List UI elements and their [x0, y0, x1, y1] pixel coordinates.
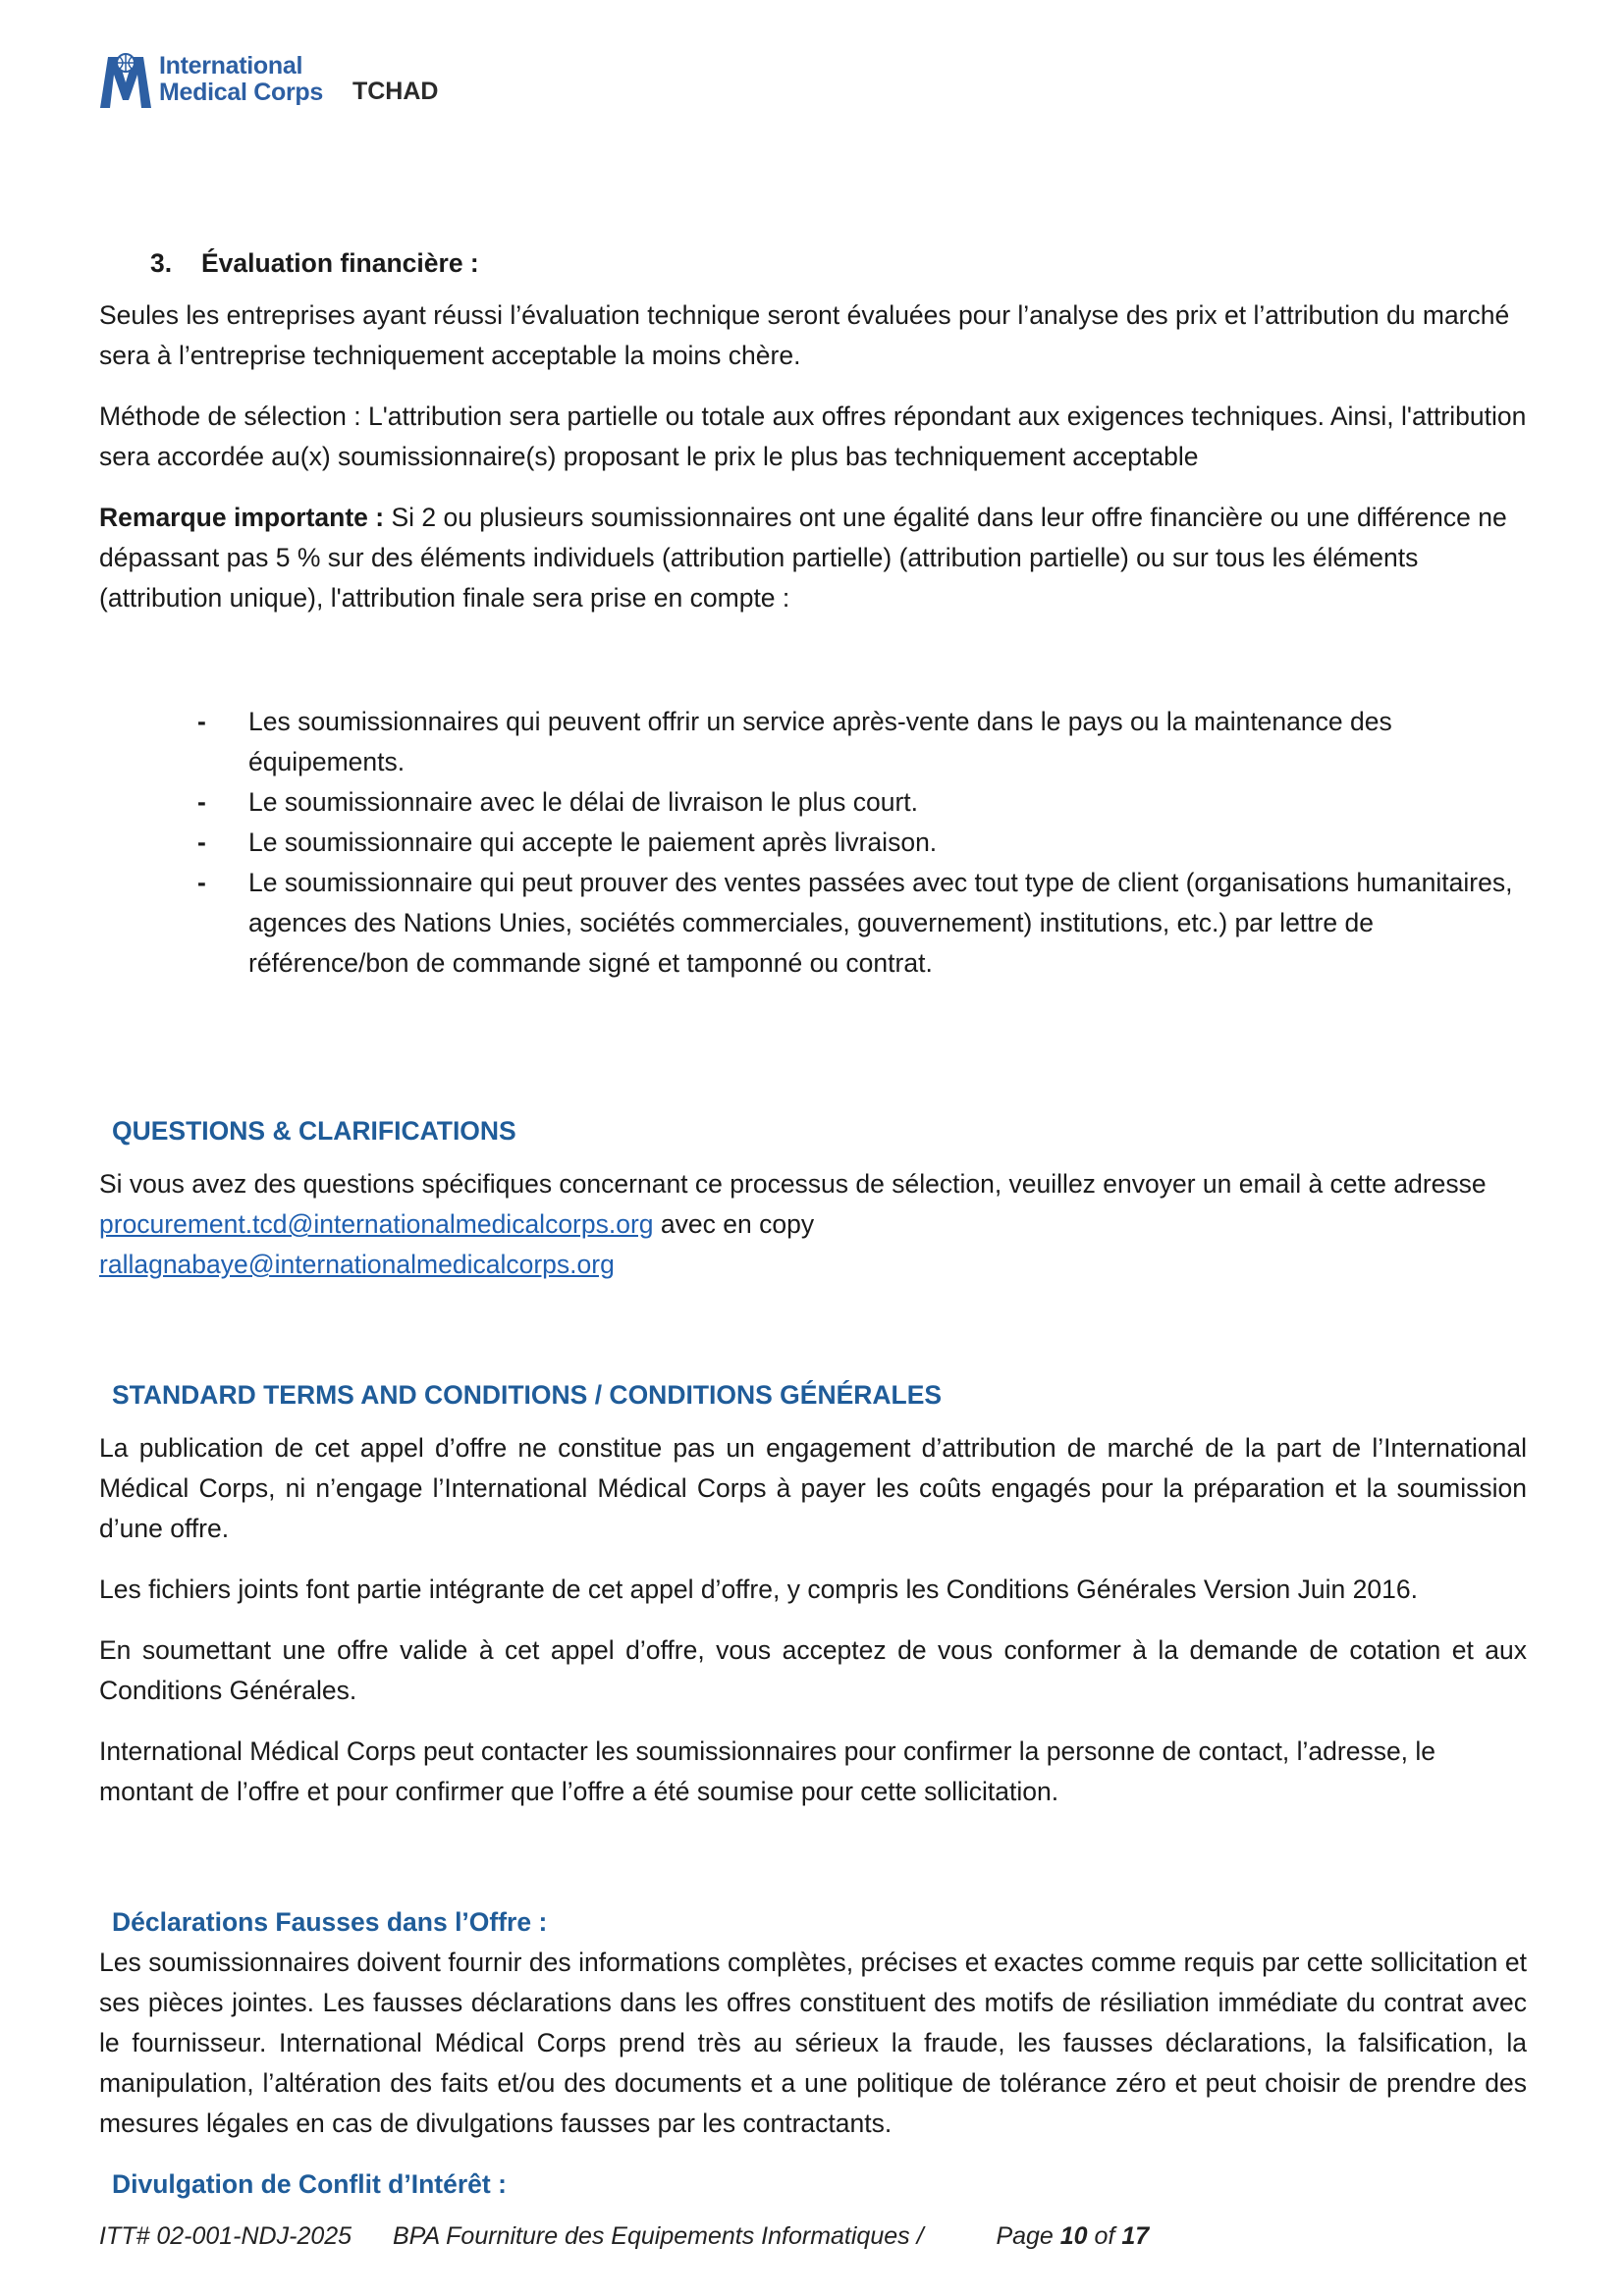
- terms-paragraph-4: International Médical Corps peut contacter les soumissionnaires pour confirmer la personne de contact, l’adresse, le montant de l’offre et pour confirmer que l’offre a été soumise pour cette sollicitation.: [99, 1736, 1436, 1806]
- footer-title: BPA Fourniture des Equipements Informatiques /: [392, 2222, 924, 2250]
- imc-logo: [98, 49, 323, 110]
- list-item: - Le soumissionnaire qui accepte le paiement après livraison.: [99, 823, 1527, 863]
- list-item: - Le soumissionnaire qui peut prouver des ventes passées avec tout type de client (organisations humanitaires, agences des Nations Unies, sociétés commerciales, gouvernement) institutions, etc.) par lettre de référence/bon de commande signé et tamponné ou contrat.: [99, 863, 1527, 984]
- footer-reference: ITT# 02-001-NDJ-2025: [99, 2222, 352, 2250]
- list-item: - Le soumissionnaire avec le délai de livraison le plus court.: [99, 782, 1527, 823]
- remark-text: Si 2 ou plusieurs soumissionnaires ont une égalité dans leur offre financière ou une différence ne dépassant pas 5 % sur des éléments individuels (attribution partielle) (attribution partielle) ou sur tous les éléments (attribution unique), l'attribution finale sera prise en compte :: [99, 503, 1507, 613]
- logo-wordmark: [159, 53, 323, 106]
- document-body: [99, 243, 1527, 2205]
- terms-paragraph-2: Les fichiers joints font partie intégrante de cet appel d’offre, y compris les Conditions Générales Version Juin 2016.: [99, 1575, 1418, 1604]
- logo-line-1: International: [159, 52, 303, 80]
- section-title: Évaluation financière :: [201, 248, 479, 278]
- imc-emblem-icon: [98, 49, 153, 110]
- paragraph-selection-method: Méthode de sélection : L'attribution sera partielle ou totale aux offres répondant aux exigences techniques. Ainsi, l'attribution sera accordée au(x) soumissionnaire(s) proposant le prix le plus bas techniquement acceptable: [99, 401, 1527, 471]
- footer-page-number: Page 10 of 17: [996, 2222, 1150, 2250]
- section-3-heading: [99, 243, 1527, 284]
- terms-heading: STANDARD TERMS AND CONDITIONS / CONDITIONS GÉNÉRALES: [112, 1380, 943, 1410]
- list-item: - Les soumissionnaires qui peuvent offrir un service après-vente dans le pays ou la maintenance des équipements.: [99, 702, 1527, 782]
- page-footer: [99, 2222, 1149, 2251]
- questions-heading: QUESTIONS & CLARIFICATIONS: [112, 1116, 516, 1146]
- terms-paragraph-3: En soumettant une offre valide à cet appel d’offre, vous acceptez de vous conformer à la demande de cotation et aux Conditions Générales.: [99, 1635, 1527, 1705]
- conflict-of-interest-heading: Divulgation de Conflit d’Intérêt :: [112, 2169, 507, 2199]
- questions-paragraph: Si vous avez des questions spécifiques concernant ce processus de sélection, veuillez envoyer un email à cette adresse procurement.tcd@internationalmedicalcorps.org avec en copy rallagnabaye@internationalmedicalcorps.org: [99, 1169, 1487, 1279]
- bullet-marker: -: [197, 828, 206, 857]
- false-declarations-heading: Déclarations Fausses dans l’Offre :: [112, 1907, 548, 1937]
- bullet-marker: -: [197, 707, 206, 736]
- terms-paragraph-1: La publication de cet appel d’offre ne constitue pas un engagement d’attribution de marché de la part de l’International Médical Corps, ni n’engage l’International Médical Corps à payer les coûts engagés pour la préparation et la soumission d’une offre.: [99, 1433, 1527, 1543]
- page-header: [98, 49, 438, 110]
- country-label: TCHAD: [352, 78, 439, 105]
- false-declarations-paragraph: Les soumissionnaires doivent fournir des informations complètes, précises et exactes comme requis par cette sollicitation et ses pièces jointes. Les fausses déclarations dans les offres constituent des motifs de résiliation immédiate du contrat avec le fournisseur. International Médical Corps prend très au sérieux la fraude, les fausses déclarations, la falsification, la manipulation, l’altération des faits et/ou des documents et a une politique de tolérance zéro et peut choisir de prendre des mesures légales en cas de divulgations fausses par les contractants.: [99, 1948, 1527, 2138]
- procurement-email-link[interactable]: procurement.tcd@internationalmedicalcorps.org: [99, 1209, 654, 1239]
- section-number: 3.: [150, 248, 173, 278]
- bullet-marker: -: [197, 787, 206, 817]
- paragraph-important-remark: [99, 498, 1527, 618]
- remark-label: Remarque importante :: [99, 503, 385, 532]
- tiebreak-criteria-list: [99, 702, 1527, 984]
- copy-email-link[interactable]: rallagnabaye@internationalmedicalcorps.org: [99, 1250, 615, 1279]
- paragraph-financial-eval: Seules les entreprises ayant réussi l’évaluation technique seront évaluées pour l’analyse des prix et l’attribution du marché sera à l’entreprise techniquement acceptable la moins chère.: [99, 300, 1510, 370]
- logo-line-2: Medical Corps: [159, 79, 323, 106]
- bullet-marker: -: [197, 868, 206, 897]
